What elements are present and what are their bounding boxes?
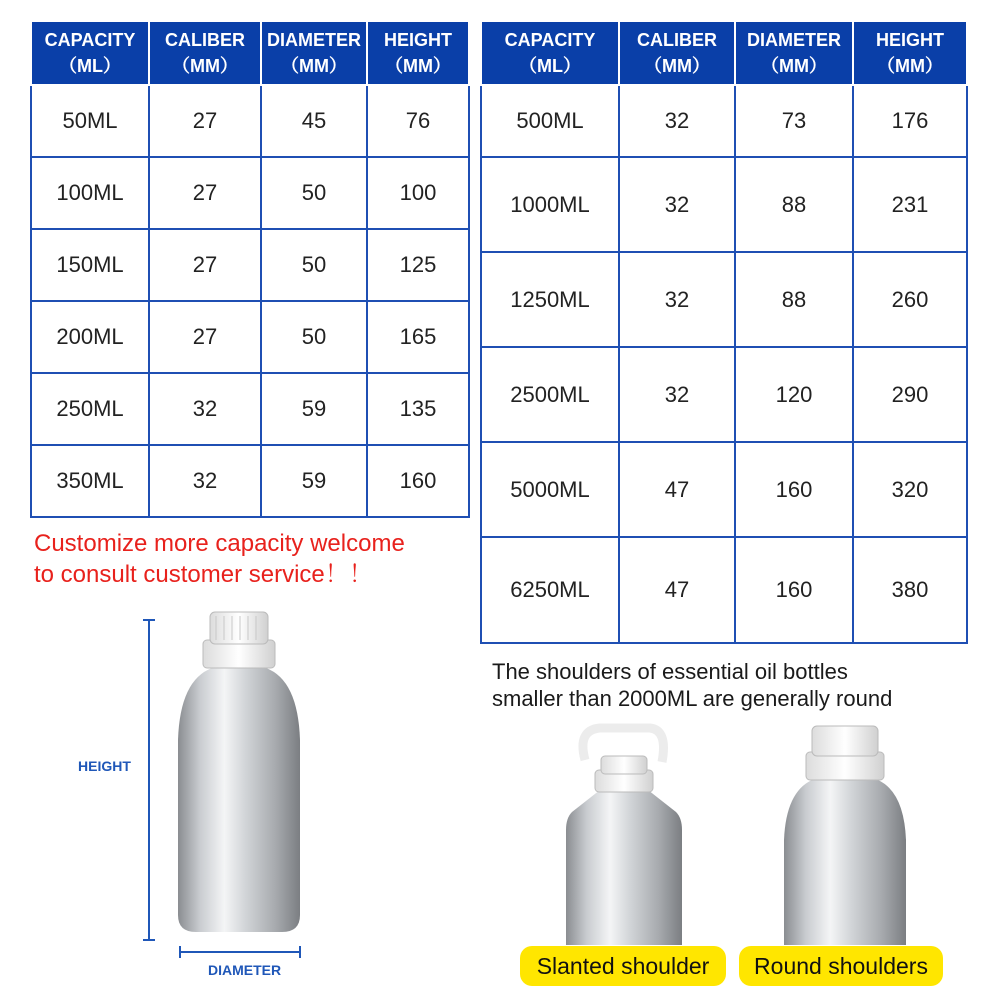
- height-dimension-label: HEIGHT: [78, 758, 131, 774]
- caliber-cell: 32: [619, 347, 735, 442]
- diameter-cell: 59: [261, 373, 367, 445]
- table-row: [31, 301, 469, 373]
- shoulder-note: [492, 658, 972, 712]
- diameter-cell: 50: [261, 301, 367, 373]
- capacity-cell: 5000ML: [481, 442, 619, 537]
- height-cell: 125: [367, 229, 469, 301]
- capacity-cell: 1000ML: [481, 157, 619, 252]
- main-bottle-image: [178, 612, 300, 932]
- caliber-cell: 47: [619, 537, 735, 643]
- height-cell: 380: [853, 537, 967, 643]
- caliber-cell: 27: [149, 85, 261, 157]
- height-cell: 260: [853, 252, 967, 347]
- notice-line-2: to consult customer service！！: [34, 561, 373, 588]
- capacity-cell: 250ML: [31, 373, 149, 445]
- table-row: [481, 252, 967, 347]
- capacity-cell: 50ML: [31, 85, 149, 157]
- table-row: [481, 537, 967, 643]
- customization-notice: [34, 528, 484, 590]
- caliber-cell: 27: [149, 157, 261, 229]
- height-cell: 165: [367, 301, 469, 373]
- header-diameter: DIAMETER （MM）: [261, 21, 367, 85]
- round-shoulder-bottle-image: [784, 726, 906, 945]
- header-diameter: DIAMETER （MM）: [735, 21, 853, 85]
- height-dimension-line: [143, 620, 155, 940]
- diameter-cell: 160: [735, 442, 853, 537]
- slanted-shoulder-label: Slanted shoulder: [520, 946, 726, 986]
- header-capacity: CAPACITY （ML）: [481, 21, 619, 85]
- round-shoulders-label: Round shoulders: [739, 946, 943, 986]
- table-row: [31, 157, 469, 229]
- table-row: [481, 442, 967, 537]
- capacity-cell: 2500ML: [481, 347, 619, 442]
- caliber-cell: 27: [149, 229, 261, 301]
- caliber-cell: 32: [149, 445, 261, 517]
- diameter-cell: 160: [735, 537, 853, 643]
- capacity-cell: 1250ML: [481, 252, 619, 347]
- slanted-shoulder-bottle-image: [566, 728, 682, 945]
- diameter-cell: 59: [261, 445, 367, 517]
- diameter-cell: 73: [735, 85, 853, 157]
- header-height: HEIGHT （MM）: [853, 21, 967, 85]
- diameter-cell: 88: [735, 157, 853, 252]
- caliber-cell: 32: [619, 157, 735, 252]
- capacity-cell: 100ML: [31, 157, 149, 229]
- capacity-cell: 350ML: [31, 445, 149, 517]
- diameter-dimension-line: [180, 946, 300, 958]
- table-row: [481, 347, 967, 442]
- capacity-cell: 200ML: [31, 301, 149, 373]
- table-row: [481, 157, 967, 252]
- table-row: [31, 445, 469, 517]
- table-row: [31, 229, 469, 301]
- height-cell: 135: [367, 373, 469, 445]
- diameter-cell: 45: [261, 85, 367, 157]
- table-row: [481, 85, 967, 157]
- diameter-cell: 120: [735, 347, 853, 442]
- diameter-dimension-label: DIAMETER: [208, 962, 282, 978]
- caliber-cell: 27: [149, 301, 261, 373]
- table-row: [31, 373, 469, 445]
- capacity-cell: 150ML: [31, 229, 149, 301]
- height-cell: 100: [367, 157, 469, 229]
- header-capacity: CAPACITY （ML）: [31, 21, 149, 85]
- height-cell: 320: [853, 442, 967, 537]
- diameter-cell: 88: [735, 252, 853, 347]
- height-cell: 176: [853, 85, 967, 157]
- shoulder-note-line-1: The shoulders of essential oil bottles: [492, 659, 848, 684]
- height-cell: 160: [367, 445, 469, 517]
- notice-line-1: Customize more capacity welcome: [34, 530, 405, 557]
- height-cell: 76: [367, 85, 469, 157]
- caliber-cell: 32: [149, 373, 261, 445]
- capacity-table-small: [30, 20, 470, 518]
- table-row: [31, 85, 469, 157]
- shoulder-note-line-2: smaller than 2000ML are generally round: [492, 686, 893, 711]
- diameter-cell: 50: [261, 229, 367, 301]
- caliber-cell: 32: [619, 85, 735, 157]
- height-cell: 231: [853, 157, 967, 252]
- caliber-cell: 32: [619, 252, 735, 347]
- capacity-table-large: [480, 20, 968, 644]
- diameter-cell: 50: [261, 157, 367, 229]
- height-cell: 290: [853, 347, 967, 442]
- capacity-cell: 6250ML: [481, 537, 619, 643]
- header-height: HEIGHT （MM）: [367, 21, 469, 85]
- header-caliber: CALIBER （MM）: [619, 21, 735, 85]
- capacity-cell: 500ML: [481, 85, 619, 157]
- caliber-cell: 47: [619, 442, 735, 537]
- header-caliber: CALIBER （MM）: [149, 21, 261, 85]
